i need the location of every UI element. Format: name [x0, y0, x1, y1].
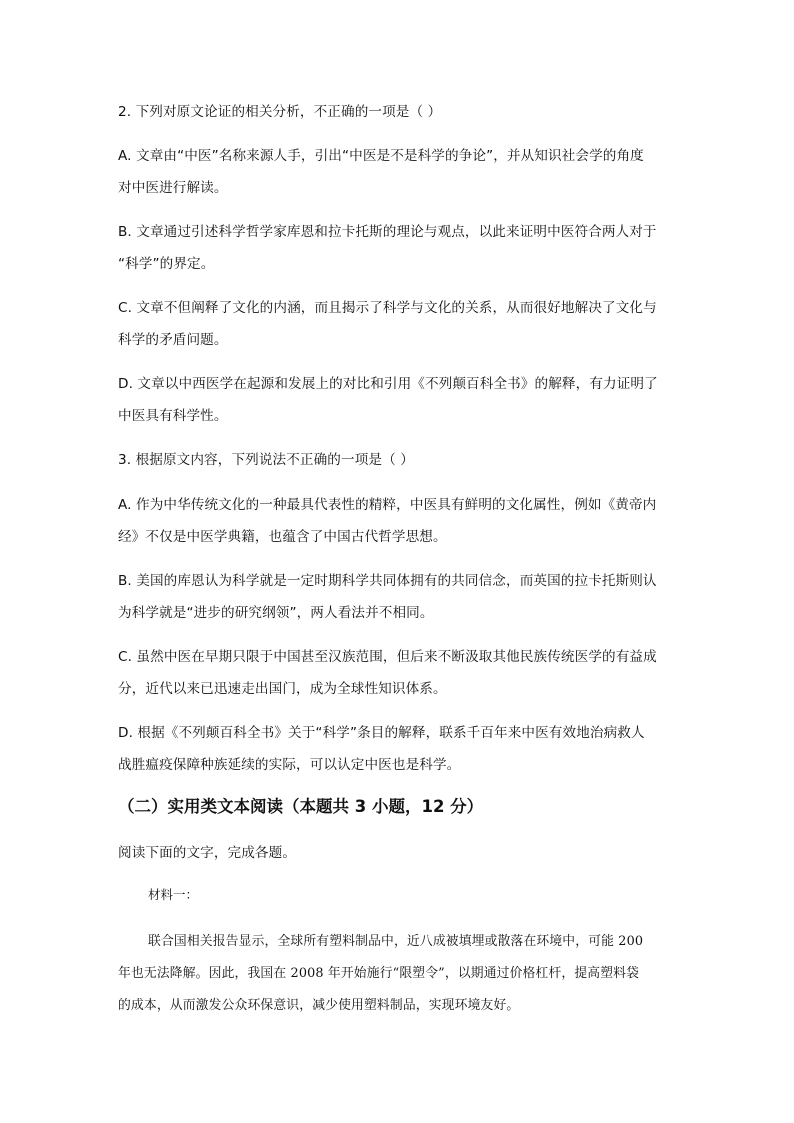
question-2-option-b-line-2: “科学”的界定。 — [118, 256, 215, 272]
question-2-option-c-line-2: 科学的矛盾问题。 — [118, 332, 228, 348]
question-3-option-d — [118, 717, 678, 781]
question-3-option-c-line-2: 分，近代以来已迅速走出国门，成为全球性知识体系。 — [118, 681, 447, 697]
material-line-3: 的成本，从而激发公众环保意识，减少使用塑料制品，实现环境友好。 — [118, 998, 520, 1013]
material-line-1: 联合国相关报告显示，全球所有塑料制品中，近八成被填埋或散落在环境中，可能 200 — [148, 934, 644, 949]
question-3-option-c-line-1: C. 虽然中医在早期只限于中国甚至汉族范围，但后来不断汲取其他民族传统医学的有益成 — [118, 649, 657, 665]
material-line-2: 年也无法降解。因此，我国在 2008 年开始施行“限塑令”，以期通过价格杠杆，提高塑料袋 — [118, 966, 640, 981]
question-3-option-d-line-2: 战胜瘟疫保障种族延续的实际，可以认定中医也是科学。 — [118, 757, 461, 773]
question-2-option-a — [118, 140, 678, 204]
question-3-stem: 3. 根据原文内容，下列说法不正确的一项是（ ） — [118, 452, 414, 468]
question-3-option-b — [118, 565, 678, 629]
question-3-option-d-line-1: D. 根据《不列颠百科全书》关于“科学”条目的解释，联系千百年来中医有效地治病救人 — [118, 725, 645, 741]
question-2-option-d — [118, 368, 678, 432]
question-3-option-a-line-2: 经》不仅是中医学典籍，也蕴含了中国古代哲学思想。 — [118, 529, 447, 545]
section-title: （二）实用类文本阅读（本题共 3 小题，12 分） — [118, 797, 484, 816]
section-instruction: 阅读下面的文字，完成各题。 — [118, 845, 297, 861]
question-2-option-d-line-1: D. 文章以中西医学在起源和发展上的对比和引用《不列颠百科全书》的解释，有力证明了 — [118, 376, 658, 392]
question-2-option-c-line-1: C. 文章不但阐释了文化的内涵，而且揭示了科学与文化的关系，从而很好地解决了文化与 — [118, 300, 657, 316]
question-2-option-a-line-1: A. 文章由“中医”名称来源人手，引出“中医是不是科学的争论”，并从知识社会学的角度 — [118, 148, 644, 164]
question-2-option-b — [118, 216, 678, 280]
question-3-option-b-line-1: B. 美国的库恩认为科学就是一定时期科学共同体拥有的共同信念，而英国的拉卡托斯则认 — [118, 573, 657, 589]
question-3-option-c — [118, 641, 678, 705]
question-3-option-a-line-1: A. 作为中华传统文化的一种最具代表性的精粹，中医具有鲜明的文化属性，例如《黄帝内 — [118, 497, 657, 513]
question-2-stem: 2. 下列对原文论证的相关分析，不正确的一项是（ ） — [118, 104, 442, 120]
question-2-option-a-line-2: 对中医进行解读。 — [118, 180, 228, 196]
question-3-option-b-line-2: 为科学就是“进步的研究纲领”，两人看法并不相同。 — [118, 605, 434, 621]
question-2-option-d-line-2: 中医具有科学性。 — [118, 408, 228, 424]
question-2-option-c — [118, 292, 678, 356]
question-2-option-b-line-1: B. 文章通过引述科学哲学家库恩和拉卡托斯的理论与观点，以此来证明中医符合两人对于 — [118, 224, 657, 240]
material-label: 材料一： — [148, 887, 199, 902]
material-body — [118, 926, 678, 1022]
question-3-option-a — [118, 489, 678, 553]
